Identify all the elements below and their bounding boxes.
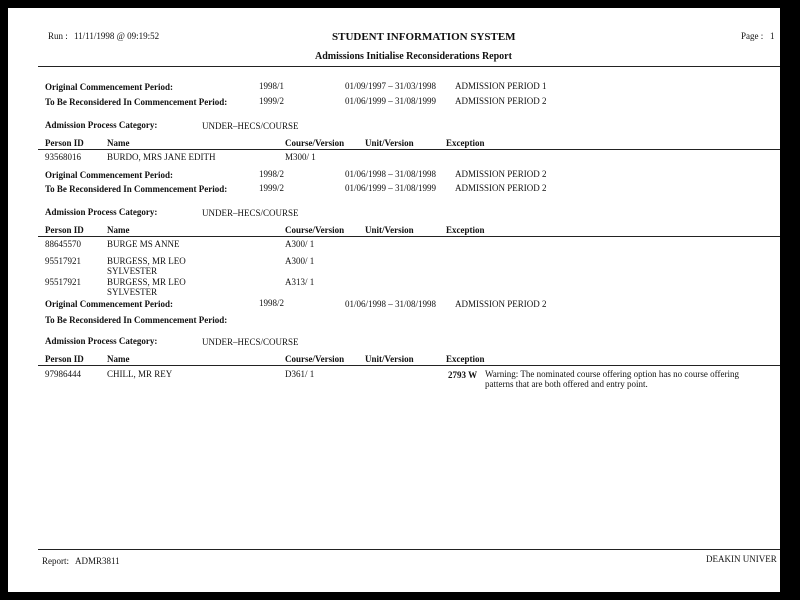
orig-period-code: 1998/2 [259,169,285,179]
orig-period-name: ADMISSION PERIOD 1 [455,81,547,91]
orig-period-label: Original Commencement Period: [45,82,173,92]
col-exception: Exception [446,138,485,148]
run-timestamp: 11/11/1998 @ 09:19:52 [74,31,160,41]
person-name: BURGESS, MR LEO [107,256,186,266]
course-version: M300/ 1 [285,152,316,162]
person-name-cont: SYLVESTER [107,287,158,297]
person-id: 95517921 [45,256,81,266]
orig-period-dates: 01/06/1998 – 31/08/1998 [345,169,437,179]
person-id: 93568016 [45,152,81,162]
recon-period-code: 1999/2 [259,183,285,193]
orig-period-code: 1998/1 [259,81,285,91]
recon-period-label: To Be Reconsidered In Commencement Period: [45,184,228,194]
page-label: Page : [741,31,764,41]
category-value: UNDER–HECS/COURSE [202,208,299,218]
table-rule [38,236,780,237]
person-name: CHILL, MR REY [107,369,173,379]
report-code: ADMR3811 [75,556,120,566]
col-person-id: Person ID [45,225,84,235]
recon-period-dates: 01/06/1999 – 31/08/1999 [345,183,437,193]
recon-period-name: ADMISSION PERIOD 2 [455,96,547,106]
person-name: BURGE MS ANNE [107,239,180,249]
col-unit: Unit/Version [365,354,414,364]
run-label: Run : [48,31,68,41]
orig-period-dates: 01/06/1998 – 31/08/1998 [345,299,437,309]
col-course: Course/Version [285,225,345,235]
orig-period-name: ADMISSION PERIOD 2 [455,169,547,179]
col-name: Name [107,225,130,235]
person-name: BURDO, MRS JANE EDITH [107,152,216,162]
footer-rule [38,549,780,550]
table-rule [38,149,780,150]
orig-period-name: ADMISSION PERIOD 2 [455,299,547,309]
recon-period-dates: 01/06/1999 – 31/08/1999 [345,96,437,106]
page-number: 1 [770,31,775,41]
col-exception: Exception [446,354,485,364]
category-value: UNDER–HECS/COURSE [202,121,299,131]
recon-period-code: 1999/2 [259,96,285,106]
person-id: 97986444 [45,369,81,379]
person-name-cont: SYLVESTER [107,266,158,276]
header-rule [38,66,780,67]
recon-period-label: To Be Reconsidered In Commencement Period: [45,315,228,325]
category-label: Admission Process Category: [45,120,158,130]
col-course: Course/Version [285,138,345,148]
person-name: BURGESS, MR LEO [107,277,186,287]
institution-name: DEAKIN UNIVER [706,554,777,564]
person-id: 95517921 [45,277,81,287]
orig-period-label: Original Commencement Period: [45,170,173,180]
exception-text-cont: patterns that are both offered and entry point. [485,379,648,389]
exception-text: Warning: The nominated course offering option has no course offering [485,369,739,379]
orig-period-dates: 01/09/1997 – 31/03/1998 [345,81,437,91]
category-value: UNDER–HECS/COURSE [202,337,299,347]
course-version: A300/ 1 [285,256,315,266]
col-name: Name [107,354,130,364]
course-version: A300/ 1 [285,239,315,249]
table-rule [38,365,780,366]
col-exception: Exception [446,225,485,235]
course-version: D361/ 1 [285,369,315,379]
exception-code: 2793 W [448,370,478,380]
category-label: Admission Process Category: [45,207,158,217]
report-page [8,8,780,592]
col-name: Name [107,138,130,148]
orig-period-label: Original Commencement Period: [45,299,173,309]
report-title: STUDENT INFORMATION SYSTEM [332,31,516,43]
course-version: A313/ 1 [285,277,315,287]
person-id: 88645570 [45,239,81,249]
report-subtitle: Admissions Initialise Reconsiderations Report [315,51,512,62]
col-person-id: Person ID [45,138,84,148]
col-person-id: Person ID [45,354,84,364]
recon-period-label: To Be Reconsidered In Commencement Period: [45,97,228,107]
col-unit: Unit/Version [365,225,414,235]
category-label: Admission Process Category: [45,336,158,346]
col-unit: Unit/Version [365,138,414,148]
report-label: Report: [42,556,69,566]
recon-period-name: ADMISSION PERIOD 2 [455,183,547,193]
orig-period-code: 1998/2 [259,298,285,308]
col-course: Course/Version [285,354,345,364]
